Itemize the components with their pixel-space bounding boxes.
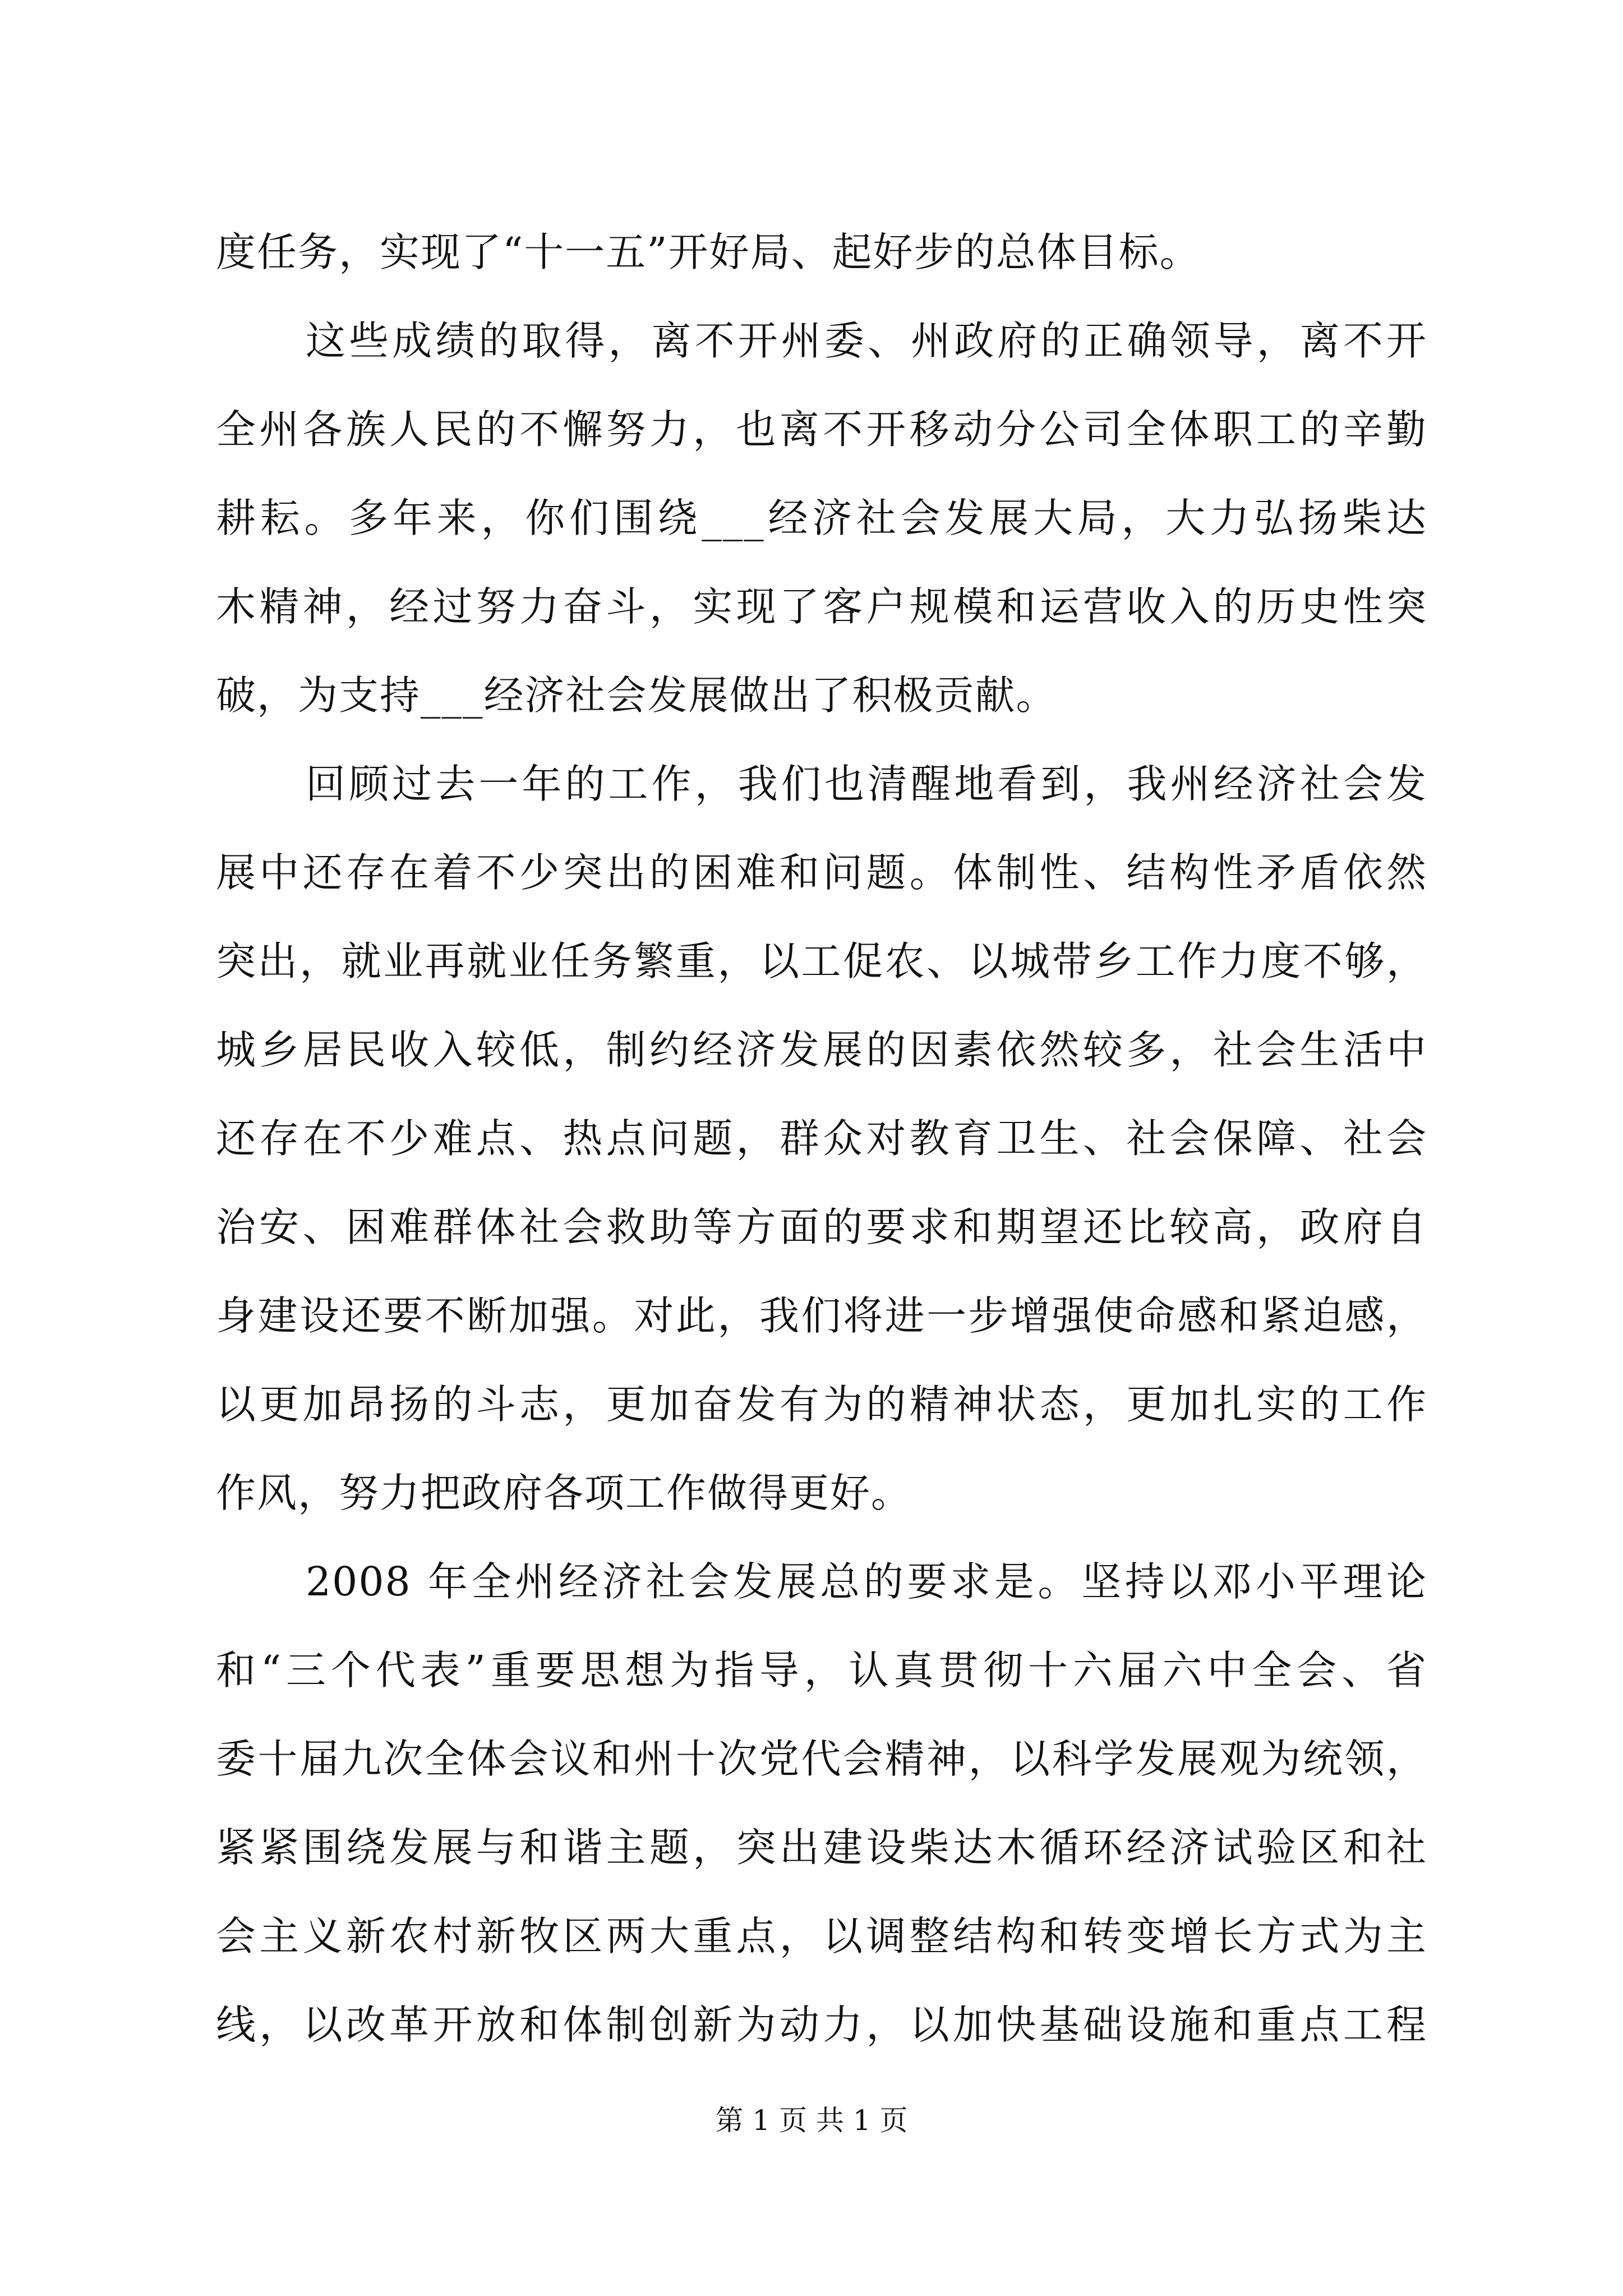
- text-line: 线，以改革开放和体制创新为动力，以加快基础设施和重点工程: [216, 2001, 1427, 2048]
- text-line: 耕耘。多年来，你们围绕___经济社会发展大局，大力弘扬柴达: [216, 495, 1427, 541]
- text-line: 治安、困难群体社会救助等方面的要求和期望还比较高，政府自: [216, 1204, 1427, 1250]
- paragraph-first-line: 回顾过去一年的工作，我们也清醒地看到，我州经济社会发: [306, 761, 1427, 807]
- text-line: 委十届九次全体会议和州十次党代会精神，以科学发展观为统领，: [216, 1736, 1427, 1782]
- paragraph-first-line: 这些成绩的取得，离不开州委、州政府的正确领导，离不开: [306, 318, 1427, 364]
- text-line: 会主义新农村新牧区两大重点，以调整结构和转变增长方式为主: [216, 1913, 1427, 1959]
- text-line: 全州各族人民的不懈努力，也离不开移动分公司全体职工的辛勤: [216, 406, 1427, 453]
- text-line: 木精神，经过努力奋斗，实现了客户规模和运营收入的历史性突: [216, 583, 1427, 630]
- text-line: 作风，努力把政府各项工作做得更好。: [216, 1470, 912, 1516]
- text-line: 还存在不少难点、热点问题，群众对教育卫生、社会保障、社会: [216, 1115, 1427, 1162]
- text-line: 和“三个代表”重要思想为指导，认真贯彻十六届六中全会、省: [216, 1647, 1427, 1694]
- text-line: 身建设还要不断加强。对此，我们将进一步增强使命感和紧迫感，: [216, 1292, 1427, 1339]
- text-line: 突出，就业再就业任务繁重，以工促农、以城带乡工作力度不够，: [216, 938, 1427, 984]
- text-line: 以更加昂扬的斗志，更加奋发有为的精神状态，更加扎实的工作: [216, 1381, 1427, 1428]
- text-line: 度任务，实现了“十一五”开好局、起好步的总体目标。: [216, 229, 1201, 275]
- text-line: 展中还存在着不少突出的困难和问题。体制性、结构性矛盾依然: [216, 849, 1427, 896]
- paragraph-first-line: 2008 年全州经济社会发展总的要求是。坚持以邓小平理论: [306, 1558, 1427, 1605]
- text-line: 紧紧围绕发展与和谐主题，突出建设柴达木循环经济试验区和社: [216, 1824, 1427, 1871]
- text-line: 城乡居民收入较低，制约经济发展的因素依然较多，社会生活中: [216, 1027, 1427, 1073]
- page-footer: 第 1 页 共 1 页: [715, 2104, 908, 2137]
- text-line: 破，为支持___经济社会发展做出了积极贡献。: [216, 672, 1057, 719]
